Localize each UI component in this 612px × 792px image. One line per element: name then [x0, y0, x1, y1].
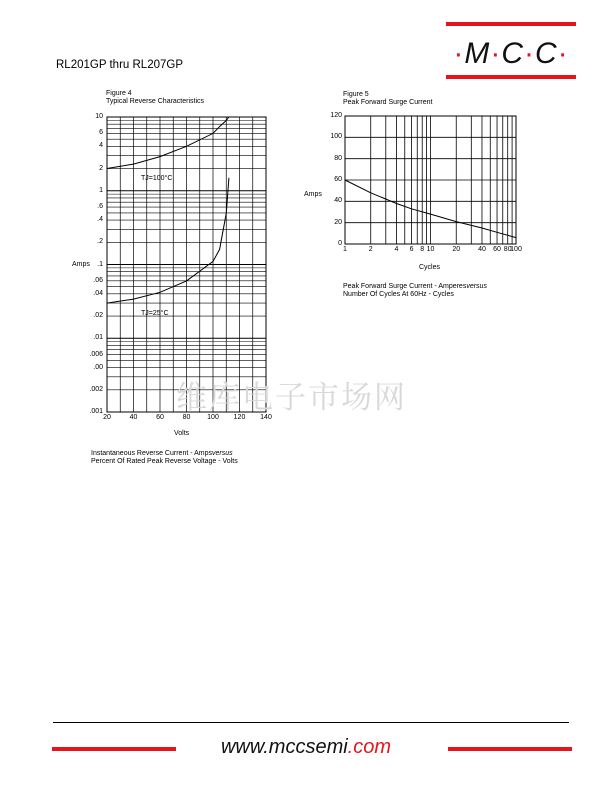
figure4-label: Figure 4 — [106, 90, 132, 97]
figure4-y-tick-label: .01 — [93, 334, 103, 342]
figure4-y-tick-label: .02 — [93, 312, 103, 320]
figure4-y-tick-label: 1 — [99, 186, 103, 194]
figure4-caption: Typical Reverse Characteristics — [106, 98, 205, 105]
figure4-y-axis-label: Amps — [72, 261, 90, 268]
figure4-curve-label-100c: TJ=100°C — [141, 175, 173, 182]
figure5-caption: Peak Forward Surge Current — [343, 99, 433, 106]
figure5-y-tick-label: 20 — [334, 218, 342, 226]
figure4-x-axis-label: Volts — [174, 430, 190, 437]
figure5-x-tick-label: 6 — [409, 246, 414, 253]
figure4-x-tick-label: 60 — [156, 414, 164, 421]
figure5-x-tick-label: 60 — [493, 246, 501, 253]
figure4-y-tick-label: .04 — [93, 289, 103, 297]
figure4-x-tick-label: 20 — [103, 414, 111, 421]
figure5-description-line2: Number Of Cycles At 60Hz - Cycles — [343, 291, 454, 298]
figure5-description-line1: Peak Forward Surge Current - Amperesversus — [343, 283, 487, 290]
figure4-description-line1: Instantaneous Reverse Current - Ampsversus — [91, 450, 233, 457]
footer-right-bar — [448, 747, 572, 751]
figure4-y-tick-label: 6 — [99, 129, 103, 137]
figure5-x-tick-label: 100 — [510, 246, 522, 253]
figure5-x-tick-label: 8 — [420, 246, 425, 253]
figure4-x-tick-label: 140 — [260, 414, 272, 421]
figure5-x-tick-label: 10 — [426, 246, 435, 253]
figure4-y-tick-label: .006 — [89, 350, 103, 358]
figure4-x-tick-label: 100 — [207, 414, 219, 421]
figure4-curve-label-25c: TJ=25°C — [141, 310, 169, 317]
figure5-x-tick-label: 4 — [394, 246, 399, 253]
figure4-y-tick-label: .06 — [93, 276, 103, 284]
figure5-x-tick-label: 20 — [452, 246, 461, 253]
company-logo: ·M·C·C· — [453, 37, 569, 70]
figure5-x-axis-label: Cycles — [419, 264, 441, 271]
figure4-x-tick-label: 40 — [129, 414, 138, 421]
figure5-x-tick-label: 80 — [503, 246, 512, 253]
figure4-y-tick-label: 4 — [99, 142, 103, 150]
figure5-y-tick-label: 100 — [330, 133, 342, 141]
figure4-description-line2: Percent Of Rated Peak Reverse Voltage - Volts — [91, 458, 238, 465]
figure4-versus: versus — [212, 450, 233, 457]
watermark: 维库电子市场网 — [176, 380, 407, 416]
figure4-y-tick-label: .4 — [97, 216, 103, 224]
figure5-y-tick-label: 40 — [334, 197, 342, 205]
figure4-y-tick-label: .00 — [93, 363, 103, 371]
figure5-y-tick-label: 80 — [334, 154, 342, 162]
figure5-versus: versus — [466, 283, 487, 290]
figure5-x-tick-label: 1 — [343, 246, 347, 253]
figure5-x-tick-label: 40 — [478, 246, 486, 253]
figure4-x-tick-label: 80 — [182, 414, 191, 421]
figure4-y-tick-label: .1 — [97, 260, 103, 268]
figure5-y-axis-label: Amps — [304, 191, 322, 198]
figure5-y-tick-label: 120 — [330, 112, 342, 119]
figure5-x-tick-label: 2 — [368, 246, 373, 253]
footer-divider — [53, 722, 569, 723]
figure5-y-tick-label: 0 — [338, 240, 342, 247]
footer-website-link[interactable]: www.mccsemi.com — [220, 736, 392, 758]
figure4-y-tick-label: .001 — [89, 408, 103, 415]
figure4-y-tick-label: .6 — [97, 203, 103, 211]
figure4-y-tick-label: .2 — [97, 238, 103, 246]
figure4-y-tick-label: 2 — [99, 164, 103, 172]
figure4-y-tick-label: .002 — [89, 385, 103, 393]
figure5-label: Figure 5 — [343, 91, 369, 98]
document-title: RL201GP thru RL207GP — [56, 59, 184, 71]
figure5-y-tick-label: 60 — [334, 176, 342, 183]
figure4-x-tick-label: 120 — [233, 414, 246, 421]
figure4-y-tick-label: 10 — [95, 113, 103, 120]
